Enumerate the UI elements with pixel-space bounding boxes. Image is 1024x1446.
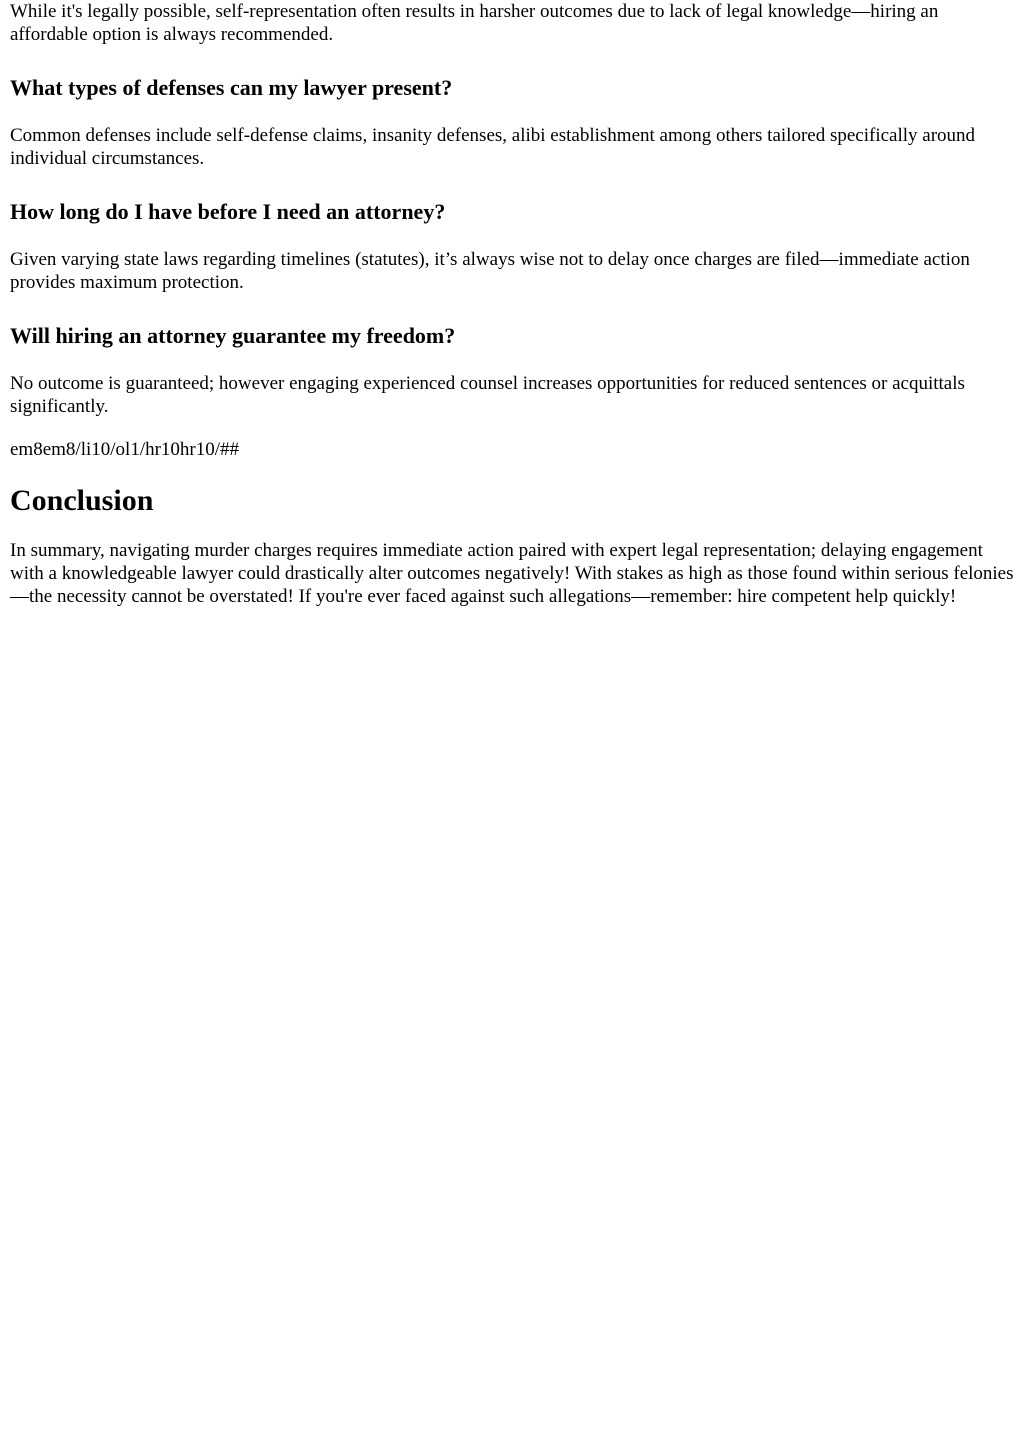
- faq-question-defenses: What types of defenses can my lawyer present?: [10, 75, 453, 100]
- faq-answer-timeline: Given varying state laws regarding timelines (statutes), it’s always wise not to delay once charges are filed—immediate action provides maximum protection.: [10, 249, 970, 293]
- faq-answer-self-representation: While it's legally possible, self-representation often results in harsher outcomes due to lack of legal knowledge—hiring an affordable option is always recommended.: [10, 1, 939, 45]
- conclusion-paragraph: In summary, navigating murder charges requires immediate action paired with expert legal representation; delaying engagement with a knowledgeable lawyer could drastically alter outcomes negatively! With stakes as high as those found within serious felonies—the necessity cannot be overstated! If you're ever faced against such allegations—remember: hire competent help quickly!: [10, 540, 1014, 607]
- stray-markup-text: em8em8/li10/ol1/hr10hr10/##: [10, 439, 240, 460]
- faq-answer-guarantee: No outcome is guaranteed; however engaging experienced counsel increases opportunities for reduced sentences or acquittals significantly.: [10, 373, 965, 417]
- conclusion-heading: Conclusion: [10, 484, 154, 517]
- faq-question-guarantee: Will hiring an attorney guarantee my freedom?: [10, 323, 456, 348]
- article-body: [0, 0, 1024, 608]
- faq-question-timeline: How long do I have before I need an attorney?: [10, 199, 446, 224]
- faq-answer-defenses: Common defenses include self-defense claims, insanity defenses, alibi establishment among others tailored specifically around individual circumstances.: [10, 125, 976, 169]
